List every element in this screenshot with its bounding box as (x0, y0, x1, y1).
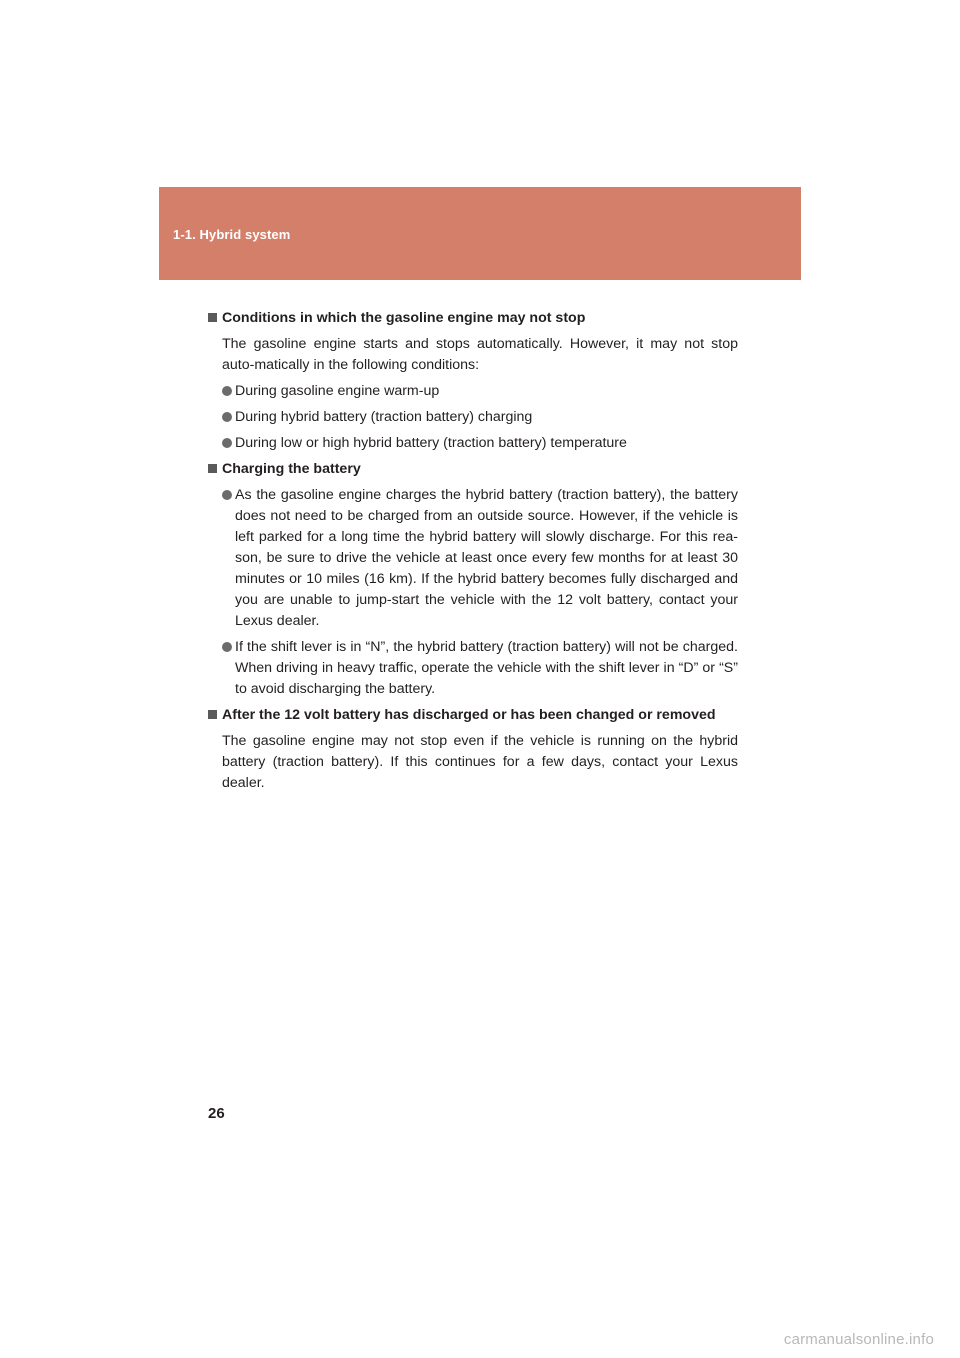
section-heading: Conditions in which the gasoline engine may not stop (208, 308, 738, 329)
square-bullet-icon (208, 313, 217, 322)
section-12v-battery (208, 705, 738, 794)
section-engine-stop (208, 308, 738, 454)
circle-bullet-icon (222, 642, 232, 652)
section-charging (208, 459, 738, 700)
square-bullet-icon (208, 710, 217, 719)
list-item: During low or high hybrid battery (traction battery) temperature (222, 433, 738, 454)
section-heading: After the 12 volt battery has discharged or has been changed or removed (208, 705, 738, 726)
circle-bullet-icon (222, 386, 232, 396)
list-item: As the gasoline engine charges the hybrid battery (traction battery), the battery does not need to be charged from an outside source. However, if the vehicle is left parked for a long time the hybrid battery will slowly discharge. For this rea-son, be sure to drive the vehicle at least once every few months for at least 30 minutes or 10 miles (16 km). If the hybrid battery becomes fully discharged and you are unable to jump-start the vehicle with the 12 volt battery, contact your Lexus dealer. (222, 485, 738, 632)
page-content (208, 308, 738, 794)
list-item: If the shift lever is in “N”, the hybrid battery (traction battery) will not be charged. When driving in heavy traffic, operate the vehicle with the shift lever in “D” or “S” to avoid discharging the battery. (222, 637, 738, 700)
section-paragraph: The gasoline engine may not stop even if the vehicle is running on the hybrid battery (traction battery). If this continues for a few days, contact your Lexus dealer. (222, 733, 738, 791)
section-heading: Charging the battery (208, 459, 738, 480)
page-number: 26 (208, 1105, 225, 1122)
square-bullet-icon (208, 464, 217, 473)
list-item: During hybrid battery (traction battery) charging (222, 407, 738, 428)
list-item: During gasoline engine warm-up (222, 381, 738, 402)
section-paragraph: The gasoline engine starts and stops automatically. However, it may not stop auto-matically in the following conditions: (222, 336, 738, 373)
circle-bullet-icon (222, 412, 232, 422)
circle-bullet-icon (222, 490, 232, 500)
watermark-text: carmanualsonline.info (783, 1331, 934, 1348)
section-title: 1-1. Hybrid system (173, 227, 291, 242)
circle-bullet-icon (222, 438, 232, 448)
section-header-band (159, 187, 801, 280)
